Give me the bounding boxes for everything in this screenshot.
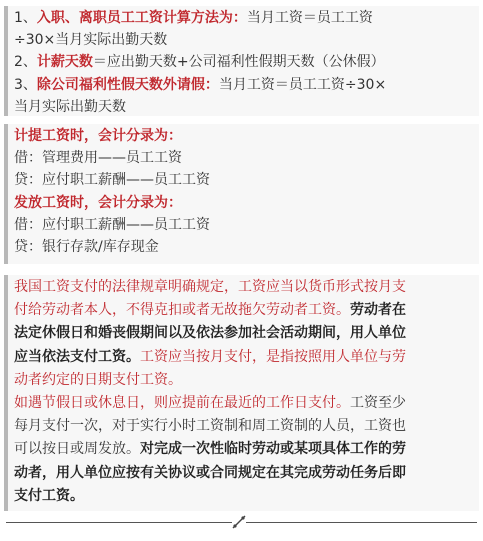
text-line: 我国工资支付的法律规章明确规定，工资应当以货币形式按月支 bbox=[14, 279, 406, 295]
debit-line: 借：管理费用——员工工资 bbox=[14, 150, 182, 167]
text-line: 1、入职、离职员工工资计算方法为：当月工资＝员工工资 bbox=[14, 10, 373, 26]
text-line: 应当依法支付工资。工资应当按月支付，是指按照用人单位与劳 bbox=[14, 348, 406, 365]
text-line: 3、除公司福利性假天数外请假：当月工资＝员工工资÷30× bbox=[14, 76, 387, 93]
highlight-heading: 除公司福利性假天数外请假： bbox=[36, 76, 219, 93]
divider-line bbox=[6, 522, 232, 523]
divider-line bbox=[246, 522, 477, 523]
entry-heading: 计提工资时，会计分录为： bbox=[14, 128, 182, 144]
text-line: 付给劳动者本人，不得克扣或者无故拖欠劳动者工资。劳动者在 bbox=[14, 302, 406, 319]
text-line: 2、计薪天数＝应出勤天数+公司福利性假期天数（公休假） bbox=[14, 54, 385, 71]
text-line: 动者约定的日期支付工资。 bbox=[14, 371, 182, 388]
credit-line: 贷：银行存款/库存现金 bbox=[14, 239, 159, 256]
text-line: 法定休假日和婚丧假期间以及依法参加社会活动期间，用人单位 bbox=[14, 325, 406, 342]
slash-ornament-icon bbox=[230, 514, 248, 530]
debit-line: 借：应付职工薪酬——员工工资 bbox=[14, 216, 210, 233]
text-line: ÷30×当月实际出勤天数 bbox=[14, 32, 168, 49]
accounting-entries-block bbox=[4, 124, 479, 264]
text-line: 每月支付一次，对于实行小时工资制和周工资制的人员，工资也 bbox=[14, 418, 406, 435]
salary-method-block bbox=[4, 6, 479, 116]
highlight-heading: 计薪天数 bbox=[36, 54, 93, 71]
credit-line: 贷：应付职工薪酬——员工工资 bbox=[14, 172, 210, 189]
highlight-heading: 入职、离职员工工资计算方法为： bbox=[36, 10, 247, 26]
entry-heading: 发放工资时，会计分录为： bbox=[14, 194, 182, 211]
text-line: 当月实际出勤天数 bbox=[14, 98, 126, 115]
text-line: 动者，用人单位应按有关协议或合同规定在其完成劳动任务后即 bbox=[14, 464, 406, 481]
text-line: 可以按日或周发放。对完成一次性临时劳动或某项具体工作的劳 bbox=[14, 441, 406, 458]
text-line: 如遇节假日或休息日，则应提前在最近的工作日支付。工资至少 bbox=[14, 395, 406, 412]
legal-rules-block bbox=[4, 275, 479, 511]
text-line: 支付工资。 bbox=[14, 487, 84, 504]
